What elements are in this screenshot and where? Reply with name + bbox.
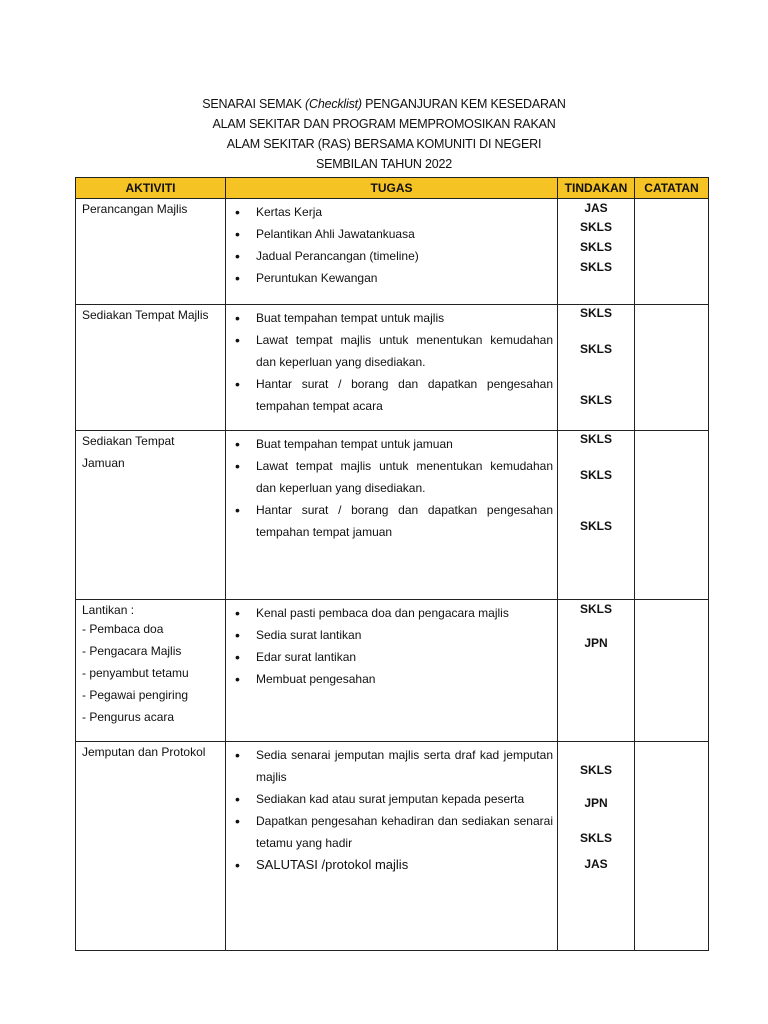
aktiviti-text: Perancangan Majlis — [82, 202, 188, 216]
aktiviti-text: - penyambut tetamu — [82, 666, 189, 680]
catatan-cell — [635, 431, 709, 600]
aktiviti-text: - Pengacara Majlis — [82, 644, 182, 658]
aktiviti-text: - Pengurus acara — [82, 710, 175, 724]
list-item: • Membuat pengesahan — [232, 668, 553, 690]
tindakan-value: JPN — [584, 636, 608, 650]
list-item: • Dapatkan pengesahan kehadiran dan sediakan senarai tetamu yang hadir — [232, 810, 553, 854]
tugas-cell — [226, 305, 558, 431]
tugas-cell — [226, 742, 558, 951]
header-tindakan: TINDAKAN — [558, 178, 635, 199]
catatan-cell — [635, 742, 709, 951]
tindakan-value: SKLS — [579, 602, 612, 616]
catatan-cell — [635, 305, 709, 431]
tugas-list — [232, 602, 553, 690]
aktiviti-text: Sediakan Tempat Majlis — [82, 308, 209, 322]
list-item: • SALUTASI /protokol majlis — [232, 854, 553, 876]
aktiviti-text: Jamuan — [82, 456, 125, 470]
tindakan-value: JPN — [584, 796, 608, 810]
tugas-cell — [226, 431, 558, 600]
tindakan-value: SKLS — [579, 763, 612, 777]
tindakan-value: SKLS — [579, 260, 612, 274]
title-line-4: SEMBILAN TAHUN 2022 — [315, 157, 453, 171]
tugas-list — [232, 201, 553, 289]
tugas-list — [232, 433, 553, 543]
table-row — [76, 305, 709, 431]
list-item: • Jadual Perancangan (timeline) — [232, 245, 553, 267]
title-line-3: ALAM SEKITAR (RAS) BERSAMA KOMUNITI DI NEGERI — [226, 137, 542, 151]
list-item: • Pelantikan Ahli Jawatankuasa — [232, 223, 553, 245]
table-row — [76, 431, 709, 600]
list-item: • Edar surat lantikan — [232, 646, 553, 668]
tugas-cell — [226, 199, 558, 305]
tindakan-value: SKLS — [579, 342, 612, 356]
aktiviti-cell — [76, 431, 226, 600]
tindakan-cell — [558, 199, 635, 305]
list-item: • Hantar surat / borang dan dapatkan pengesahan tempahan tempat acara — [232, 373, 553, 417]
list-item: • Sedia surat lantikan — [232, 624, 553, 646]
list-item: • Lawat tempat majlis untuk menentukan kemudahan dan keperluan yang disediakan. — [232, 329, 553, 373]
aktiviti-cell — [76, 305, 226, 431]
tugas-list — [232, 307, 553, 417]
tindakan-value: SKLS — [579, 432, 612, 446]
header-row — [76, 178, 709, 199]
tindakan-value: SKLS — [579, 519, 612, 533]
title-line-2: ALAM SEKITAR DAN PROGRAM MEMPROMOSIKAN RAKAN — [212, 117, 556, 131]
catatan-cell — [635, 600, 709, 742]
aktiviti-cell — [76, 600, 226, 742]
list-item: • Peruntukan Kewangan — [232, 267, 553, 289]
tindakan-value: JAS — [584, 201, 608, 215]
tindakan-cell — [558, 600, 635, 742]
aktiviti-text: Sediakan Tempat — [82, 434, 175, 448]
table-row — [76, 199, 709, 305]
tindakan-cell — [558, 305, 635, 431]
list-item: • Kenal pasti pembaca doa dan pengacara majlis — [232, 602, 553, 624]
tindakan-value: SKLS — [579, 240, 612, 254]
document-title — [0, 94, 768, 174]
table-row — [76, 600, 709, 742]
tugas-cell — [226, 600, 558, 742]
list-item: • Hantar surat / borang dan dapatkan pengesahan tempahan tempat jamuan — [232, 499, 553, 543]
list-item: • Buat tempahan tempat untuk jamuan — [232, 433, 553, 455]
aktiviti-text: Lantikan : — [82, 603, 135, 617]
catatan-cell — [635, 199, 709, 305]
list-item: • Lawat tempat majlis untuk menentukan kemudahan dan keperluan yang disediakan. — [232, 455, 553, 499]
tindakan-value: SKLS — [579, 220, 612, 234]
aktiviti-cell — [76, 199, 226, 305]
tindakan-cell — [558, 431, 635, 600]
tindakan-value: SKLS — [579, 831, 612, 845]
header-tugas: TUGAS — [226, 178, 558, 199]
list-item: • Sedia senarai jemputan majlis serta draf kad jemputan majlis — [232, 744, 553, 788]
tindakan-value: SKLS — [579, 393, 612, 407]
aktiviti-text: - Pegawai pengiring — [82, 688, 189, 702]
list-item: • Sediakan kad atau surat jemputan kepada peserta — [232, 788, 553, 810]
tindakan-value: SKLS — [579, 306, 612, 320]
tindakan-value: SKLS — [579, 468, 612, 482]
aktiviti-text: - Pembaca doa — [82, 622, 164, 636]
aktiviti-text: Jemputan dan Protokol — [82, 745, 206, 759]
tindakan-cell — [558, 742, 635, 951]
title-line-1: SENARAI SEMAK (Checklist) PENGANJURAN KEM KESEDARAN — [202, 97, 566, 111]
tugas-list — [232, 744, 553, 876]
aktiviti-cell — [76, 742, 226, 951]
header-aktiviti: AKTIVITI — [76, 178, 226, 199]
list-item: • Buat tempahan tempat untuk majlis — [232, 307, 553, 329]
table-row — [76, 742, 709, 951]
header-catatan: CATATAN — [635, 178, 709, 199]
tindakan-value: JAS — [584, 857, 608, 871]
list-item: • Kertas Kerja — [232, 201, 553, 223]
checklist-table — [75, 177, 709, 951]
